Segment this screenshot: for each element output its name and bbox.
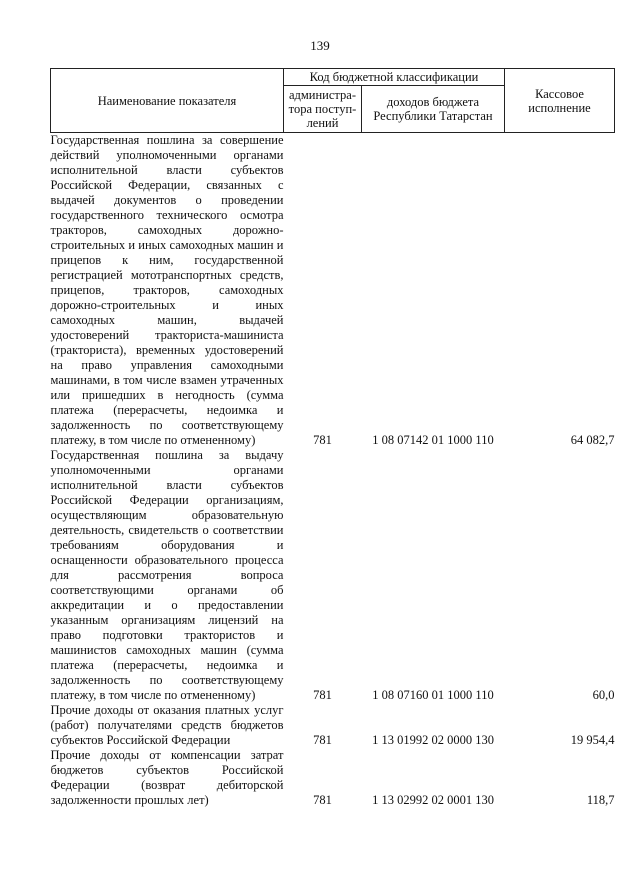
row-name: Государственная пошлина за выдачу уполномоченными органами исполнительной власти субъектов Российской Федерации организациям, осуществляющим образовательную деятельность, свидетельств о соответствии требованиям оборудования и оснащенности образовательного процесса для рассмотрения вопроса соответствующими органами об аккредитации и о предоставлении указанным организациям лицензий на право подготовки трактористов и машинистов самоходных машин (сумма платежа (перерасчеты, недоимка и задолженность по соответствующему платежу, в том числе по отмененному) [50, 448, 284, 702]
row-amount: 64 082,7 [570, 433, 615, 447]
row-admin-code: 781 [313, 733, 332, 747]
row-name: Государственная пошлина за совершение действий уполномоченными органами исполнительной власти субъектов Российской Федерации, связанных с выдачей документов о проведении государственного технического осмотра тракторов, самоходных дорожно-строительных и иных самоходных машин и прицепов к ним, государственной регистрацией мототранспортных средств, прицепов, тракторов, самоходных дорожно-строительных и иных самоходных машин, выдачей удостоверений тракториста-машиниста (тракториста), временных удостоверений на право управления самоходными машинами, в том числе взамен утраченных или пришедших в негодность (сумма платежа (перерасчеты, недоимка и задолженность по соответствующему платежу, в том числе по отмененному) [50, 133, 284, 447]
row-amount: 19 954,4 [570, 733, 615, 747]
row-revenue-code: 1 08 07160 01 1000 110 [372, 688, 494, 702]
row-admin-code: 781 [313, 433, 332, 447]
page-number: 139 [310, 38, 330, 53]
column-header-amount: Кассовое исполнение [505, 69, 615, 133]
row-admin-code: 781 [313, 793, 332, 807]
column-header-revenue: доходов бюджета Республики Татарстан [362, 86, 505, 133]
table-row [51, 703, 615, 748]
table-row [51, 448, 615, 703]
budget-table [50, 68, 615, 808]
row-amount: 60,0 [592, 688, 615, 702]
column-header-name: Наименование показателя [51, 69, 284, 133]
column-header-admin: администра-тора поступ-лений [284, 86, 362, 133]
row-revenue-code: 1 13 01992 02 0000 130 [372, 733, 494, 747]
row-name: Прочие доходы от компенсации затрат бюджетов субъектов Российской Федерации (возврат дебиторской задолженности прошлых лет) [50, 748, 284, 807]
row-amount: 118,7 [586, 793, 615, 807]
table-row [51, 133, 615, 449]
row-revenue-code: 1 08 07142 01 1000 110 [372, 433, 494, 447]
row-name: Прочие доходы от оказания платных услуг (работ) получателями средств бюджетов субъектов Российской Федерации [50, 703, 284, 747]
table-row [51, 748, 615, 808]
row-admin-code: 781 [313, 688, 332, 702]
column-header-code-group: Код бюджетной классификации [284, 69, 505, 86]
row-revenue-code: 1 13 02992 02 0001 130 [372, 793, 494, 807]
